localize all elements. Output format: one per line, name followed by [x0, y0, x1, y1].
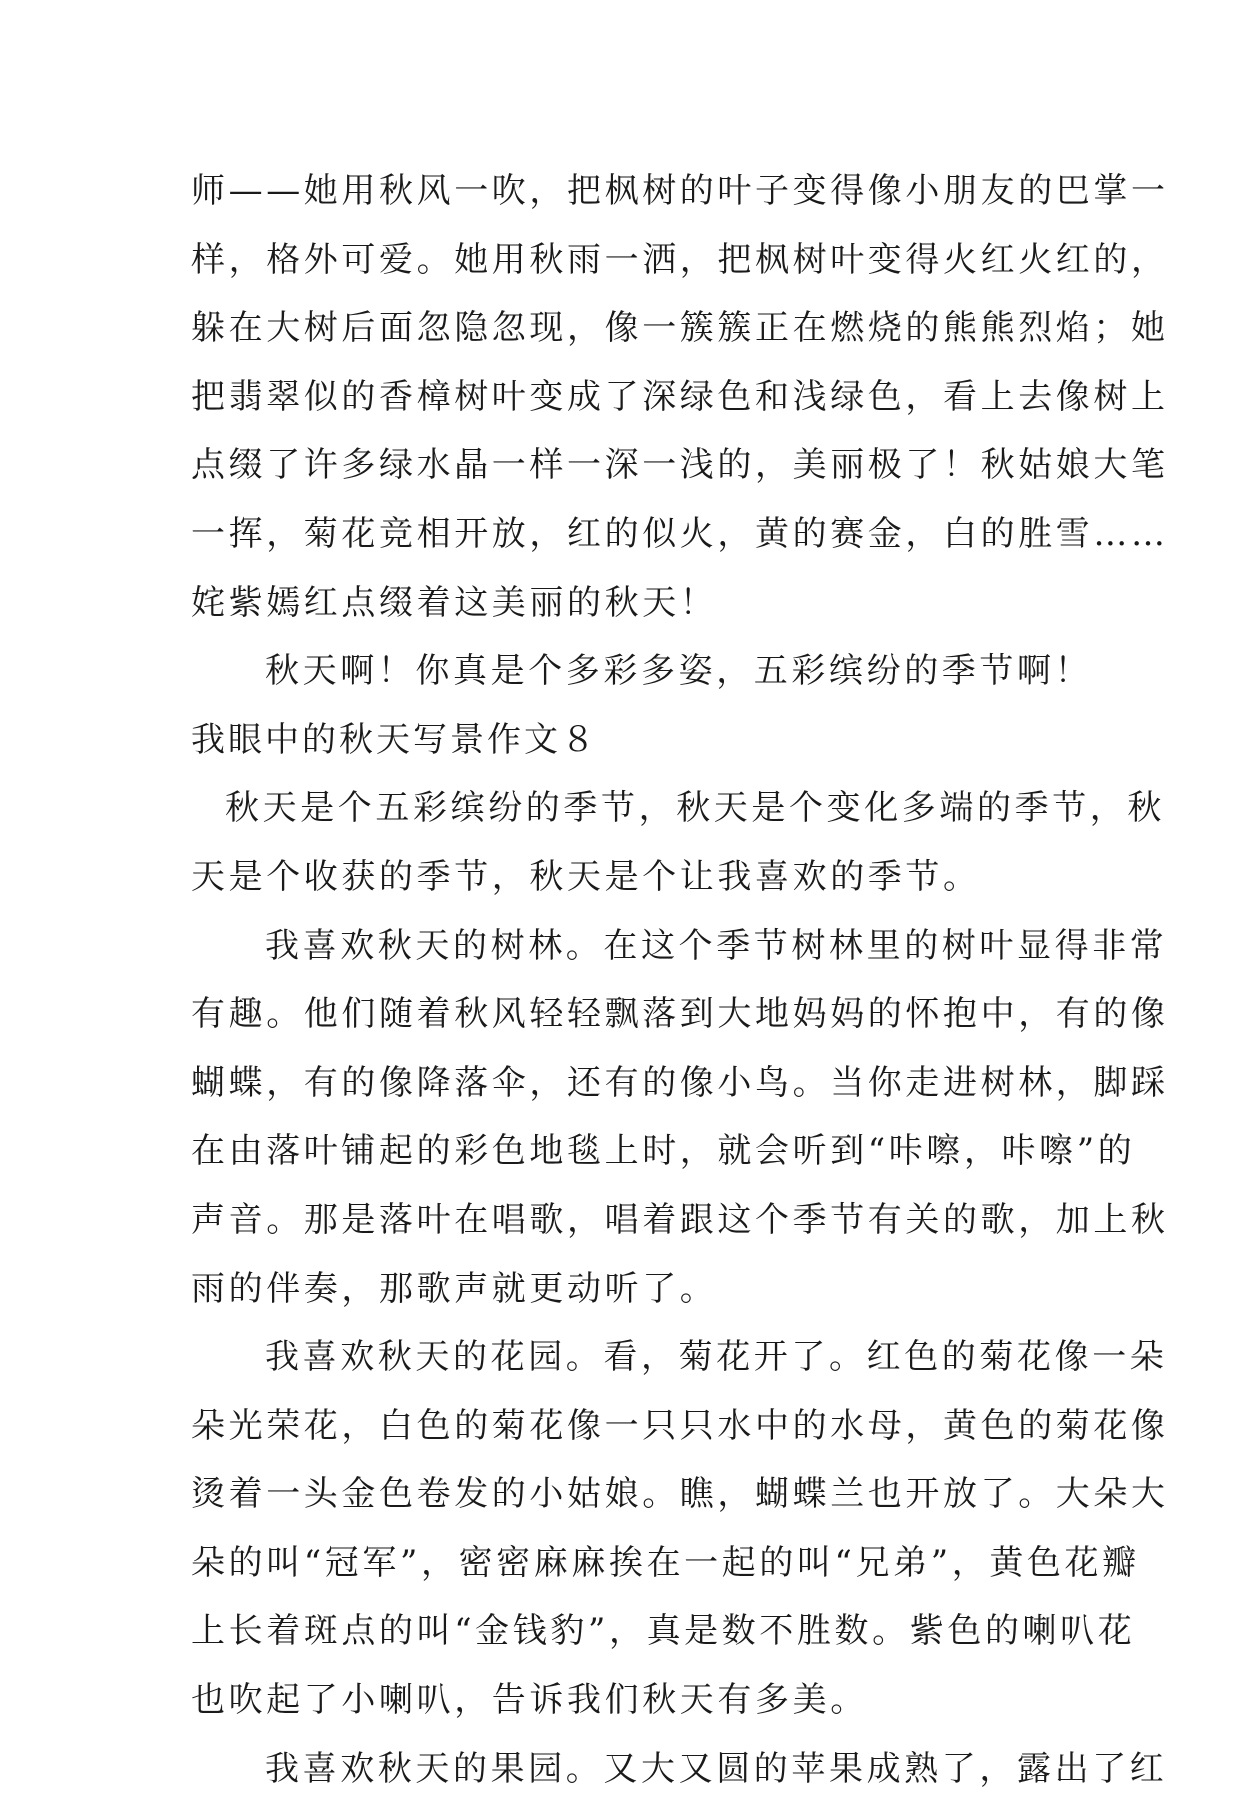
text-line: 上长着斑点的叫“金钱豹”，真是数不胜数。紫色的喇叭花 — [191, 1611, 1136, 1652]
text-line: 朵的叫“冠军”，密密麻麻挨在一起的叫“兄弟”，黄色花瓣 — [191, 1542, 1140, 1583]
text-line: 有趣。他们随着秋风轻轻飘落到大地妈妈的怀抱中，有的像 — [191, 994, 1169, 1035]
text-line: 秋天是个五彩缤纷的季节，秋天是个变化多端的季节，秋 — [225, 788, 1165, 829]
text-line: 在由落叶铺起的彩色地毯上时，就会听到“咔嚓，咔嚓”的 — [191, 1131, 1136, 1172]
text-line: 我喜欢秋天的树林。在这个季节树林里的树叶显得非常 — [265, 925, 1168, 966]
essay-text — [191, 157, 1169, 1803]
text-line: 我喜欢秋天的花园。看，菊花开了。红色的菊花像一朵 — [265, 1337, 1168, 1378]
text-line: 躲在大树后面忽隐忽现，像一簇簇正在燃烧的熊熊烈焰；她 — [191, 308, 1169, 349]
text-line: 样，格外可爱。她用秋雨一洒，把枫树叶变得火红火红的， — [191, 239, 1169, 280]
text-line: 朵光荣花，白色的菊花像一只只水中的水母，黄色的菊花像 — [191, 1405, 1169, 1446]
text-line: 师——她用秋风一吹，把枫树的叶子变得像小朋友的巴掌一 — [191, 171, 1169, 211]
text-line: 雨的伴奏，那歌声就更动听了。 — [191, 1268, 718, 1309]
text-line: 声音。那是落叶在唱歌，唱着跟这个季节有关的歌，加上秋 — [191, 1199, 1169, 1240]
text-line: 点缀了许多绿水晶一样一深一浅的，美丽极了！秋姑娘大笔 — [191, 445, 1169, 486]
text-line: 把翡翠似的香樟树叶变成了深绿色和浅绿色，看上去像树上 — [191, 376, 1169, 417]
text-line: 蝴蝶，有的像降落伞，还有的像小鸟。当你走进树林，脚踩 — [191, 1062, 1169, 1103]
text-line: 天是个收获的季节，秋天是个让我喜欢的季节。 — [191, 856, 981, 897]
text-line: 烫着一头金色卷发的小姑娘。瞧，蝴蝶兰也开放了。大朵大 — [191, 1474, 1169, 1515]
text-line: 也吹起了小喇叭，告诉我们秋天有多美。 — [191, 1680, 868, 1721]
text-line: 一挥，菊花竞相开放，红的似火，黄的赛金，白的胜雪…… — [191, 513, 1169, 554]
text-line: 我喜欢秋天的果园。又大又圆的苹果成熟了，露出了红 — [265, 1748, 1168, 1789]
text-line: 姹紫嫣红点缀着这美丽的秋天！ — [191, 582, 718, 623]
essay-title: 我眼中的秋天写景作文８ — [191, 719, 598, 760]
text-line: 秋天啊！你真是个多彩多姿，五彩缤纷的季节啊！ — [265, 651, 1093, 692]
